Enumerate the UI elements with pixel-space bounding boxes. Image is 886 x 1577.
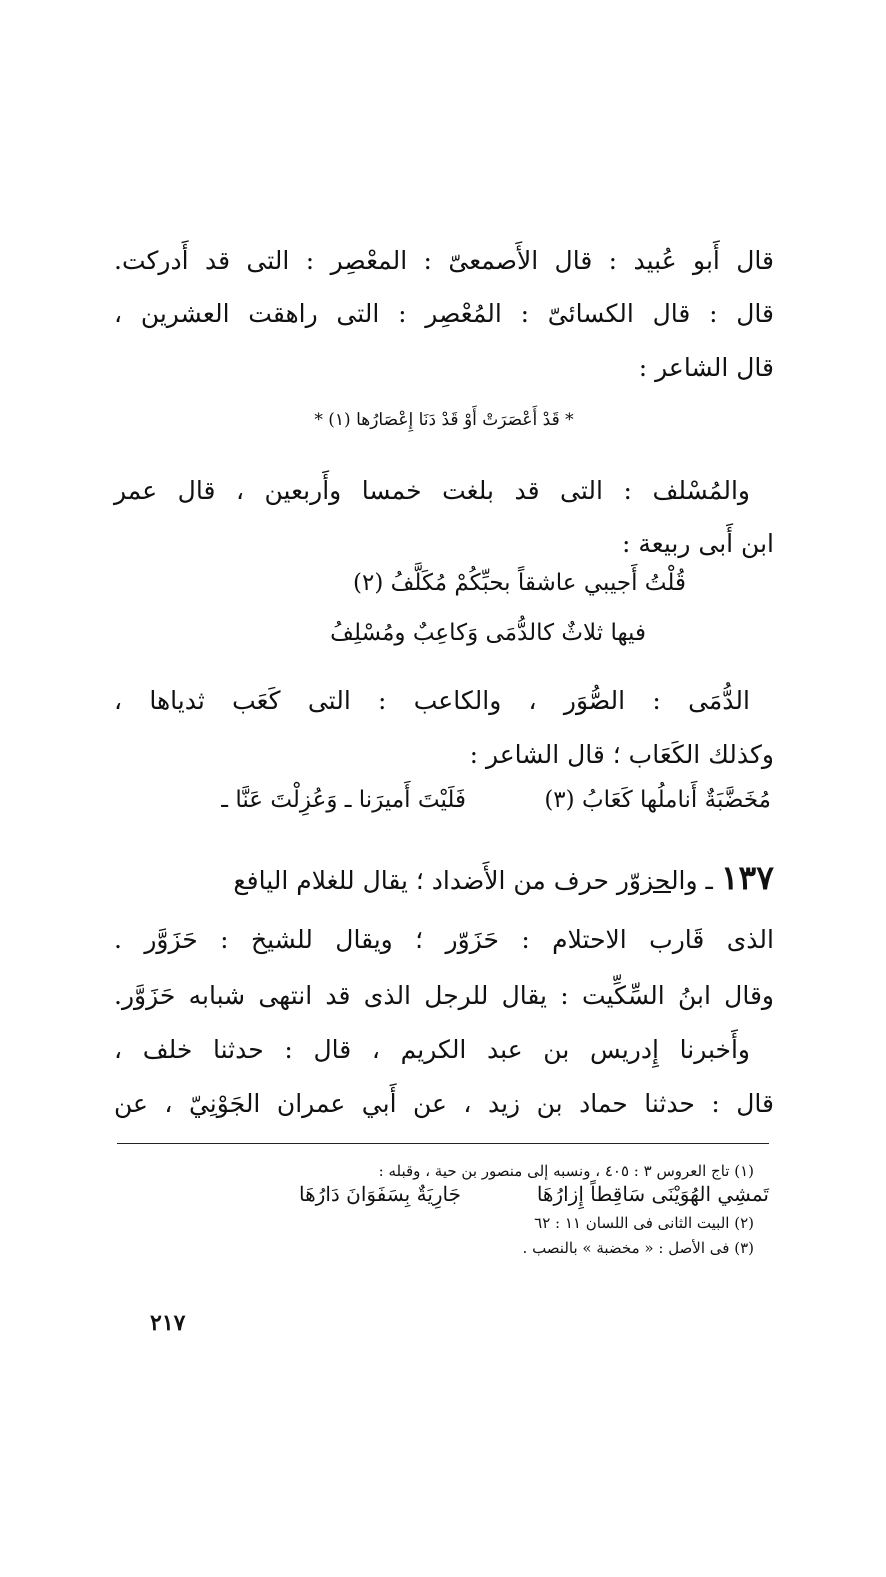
text-line: قال الشاعر : xyxy=(638,353,774,382)
text-line: وقال ابنُ السِّكِّيت : يقال للرجل الذى قد انتهى شبابه حَزَوَّر. xyxy=(114,981,774,1010)
entry-line xyxy=(114,860,774,899)
footnote-verse: تَمشِي الهُوَيْنَى سَاقِطاً إِزارُهَا xyxy=(536,1182,769,1206)
entry-number: ١٣٧ xyxy=(720,858,774,897)
text-line: وأَخبرنا إِدريس بن عبد الكريم ، قال : حدثنا خلف ، xyxy=(114,1035,750,1064)
text-line: والمُسْلف : التى قد بلغت خمسا وأَربعين ، قال عمر xyxy=(114,476,750,505)
verse-line: * قَدْ أَعْصَرَتْ أَوْ قَدْ دَنَا إِعْصَارُها (١) * xyxy=(314,410,574,430)
footnote: (٣) فى الأصل : « مخضبة » بالنصب . xyxy=(522,1239,754,1257)
footnote: (١) تاج العروس ٣ : ٤٠٥ ، ونسبه إلى منصور بن حية ، وقبله : xyxy=(378,1162,754,1180)
text-fragment: حرف من الأَضداد ؛ يقال للغلام اليافع xyxy=(233,866,609,895)
text-line: الدُّمَى : الصُّوَر ، والكاعب : التى كَعَب ثدياها ، xyxy=(114,686,750,715)
verse-hemistich: مُخَضَّبَةٌ أَناملُها كَعَابُ (٣) xyxy=(544,787,771,813)
text-line: قال : قال الكسائىّ : المُعْصِر : التى راهقت العشرين ، xyxy=(114,299,774,328)
page-number: ٢١٧ xyxy=(150,1310,186,1336)
text-fragment: ـ وال xyxy=(670,866,713,895)
text-line: قال : حدثنا حماد بن زيد ، عن أَبي عمران الجَوْنِيّ ، عن xyxy=(114,1089,774,1118)
text-line: الذى قَارب الاحتلام : حَزَوّر ؛ ويقال للشيخ : حَزَوَّر . xyxy=(114,925,774,954)
text-line: وكذلك الكَعَاب ؛ قال الشاعر : xyxy=(469,740,774,769)
verse-line: قُلْتُ أَجيبي عاشقاً بحبِّكُمْ مُكَلَّفُ (٢) xyxy=(352,570,686,596)
text-line: ابن أَبى ربيعة : xyxy=(622,529,774,558)
footnote-verse: جَارِيَةٌ بِسَفَوَانَ دَارُهَا xyxy=(299,1182,461,1206)
verse-line: فيها ثلاثٌ كالدُّمَى وَكاعِبٌ ومُسْلِفُ xyxy=(330,620,646,646)
headword: حزوّر xyxy=(616,866,671,895)
text-line: قال أَبو عُبيد : قال الأَصمعىّ : المعْصِر : التى قد أَدركت. xyxy=(114,246,774,275)
verse-hemistich: فَلَيْتَ أَميرَنا ـ وَعُزِلْتَ عَنَّا ـ xyxy=(221,787,466,813)
footnote-divider xyxy=(117,1143,769,1144)
footnote: (٢) البيت الثانى فى اللسان ١١ : ٦٢ xyxy=(534,1214,754,1232)
